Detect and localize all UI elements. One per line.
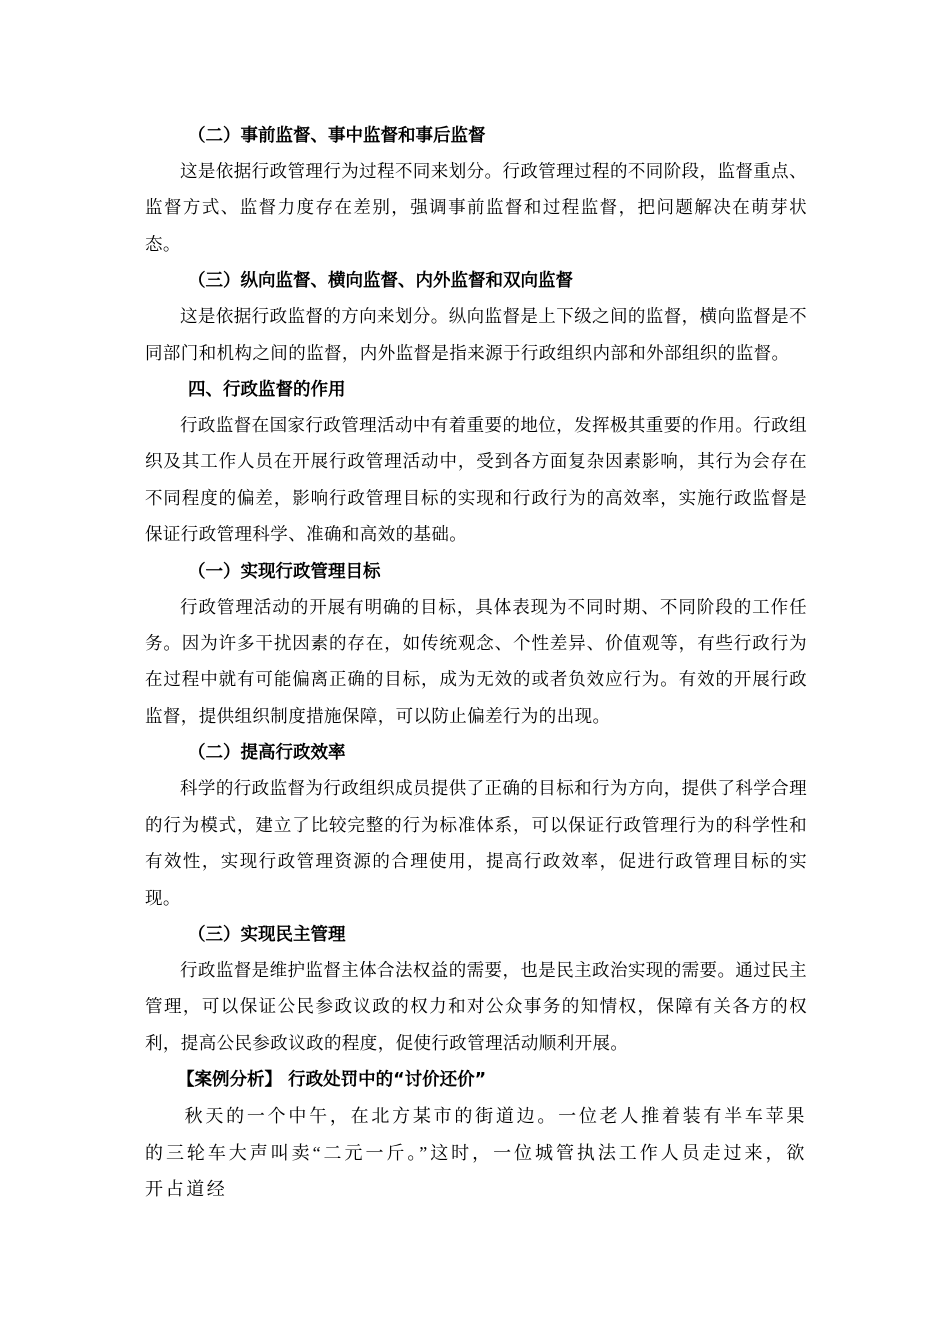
section-heading: （三）实现民主管理 <box>188 924 346 945</box>
section-heading: （三）纵向监督、横向监督、内外监督和双向监督 <box>188 271 573 292</box>
paragraph: 这是依据行政管理行为过程不同来划分。行政管理过程的不同阶段，监督重点、监督方式、监督力度存在差别，强调事前监督和过程监督，把问题解决在萌芽状态。 <box>145 162 807 255</box>
paragraph: 行政管理活动的开展有明确的目标，具体表现为不同时期、不同阶段的工作任务。因为许多干扰因素的存在，如传统观念、个性差异、价值观等，有些行政行为在过程中就有可能偏离正确的目标，成为无效的或者负效应行为。有效的开展行政监督，提供组织制度措施保障，可以防止偏差行为的出现。 <box>145 597 807 727</box>
document-body <box>145 118 807 1207</box>
section-heading: （一）实现行政管理目标 <box>188 561 381 582</box>
paragraph: 这是依据行政监督的方向来划分。纵向监督是上下级之间的监督，横向监督是不同部门和机构之间的监督，内外监督是指来源于行政组织内部和外部组织的监督。 <box>145 307 807 364</box>
paragraph: 行政监督在国家行政管理活动中有着重要的地位，发挥极其重要的作用。行政组织及其工作人员在开展行政管理活动中，受到各方面复杂因素影响，其行为会存在不同程度的偏差，影响行政管理目标的实现和行政行为的高效率，实施行政监督是保证行政管理科学、准确和高效的基础。 <box>145 416 807 546</box>
chapter-heading: 四、行政监督的作用 <box>188 380 346 401</box>
section-heading: （二）事前监督、事中监督和事后监督 <box>188 126 486 146</box>
paragraph: 行政监督是维护监督主体合法权益的需要，也是民主政治实现的需要。通过民主管理，可以保证公民参政议政的权力和对公众事务的知情权，保障有关各方的权利，提高公民参政议政的程度，促使行政管理活动顺利开展。 <box>145 960 807 1054</box>
paragraph: 科学的行政监督为行政组织成员提供了正确的目标和行为方向，提供了科学合理的行为模式，建立了比较完整的行为标准体系，可以保证行政管理行为的科学性和有效性，实现行政管理资源的合理使用，提高行政效率，促进行政管理目标的实现。 <box>145 779 807 909</box>
section-heading: （二）提高行政效率 <box>188 743 346 764</box>
case-analysis-title: 【案例分析】 行政处罚中的“讨价还价” <box>177 1070 487 1091</box>
case-paragraph: 秋天的一个中午，在北方某市的街道边。一位老人推着装有半车苹果的三轮车大声叫卖“二元一斤。”这时，一位城管执法工作人员走过来，欲开占道经 <box>145 1106 807 1199</box>
